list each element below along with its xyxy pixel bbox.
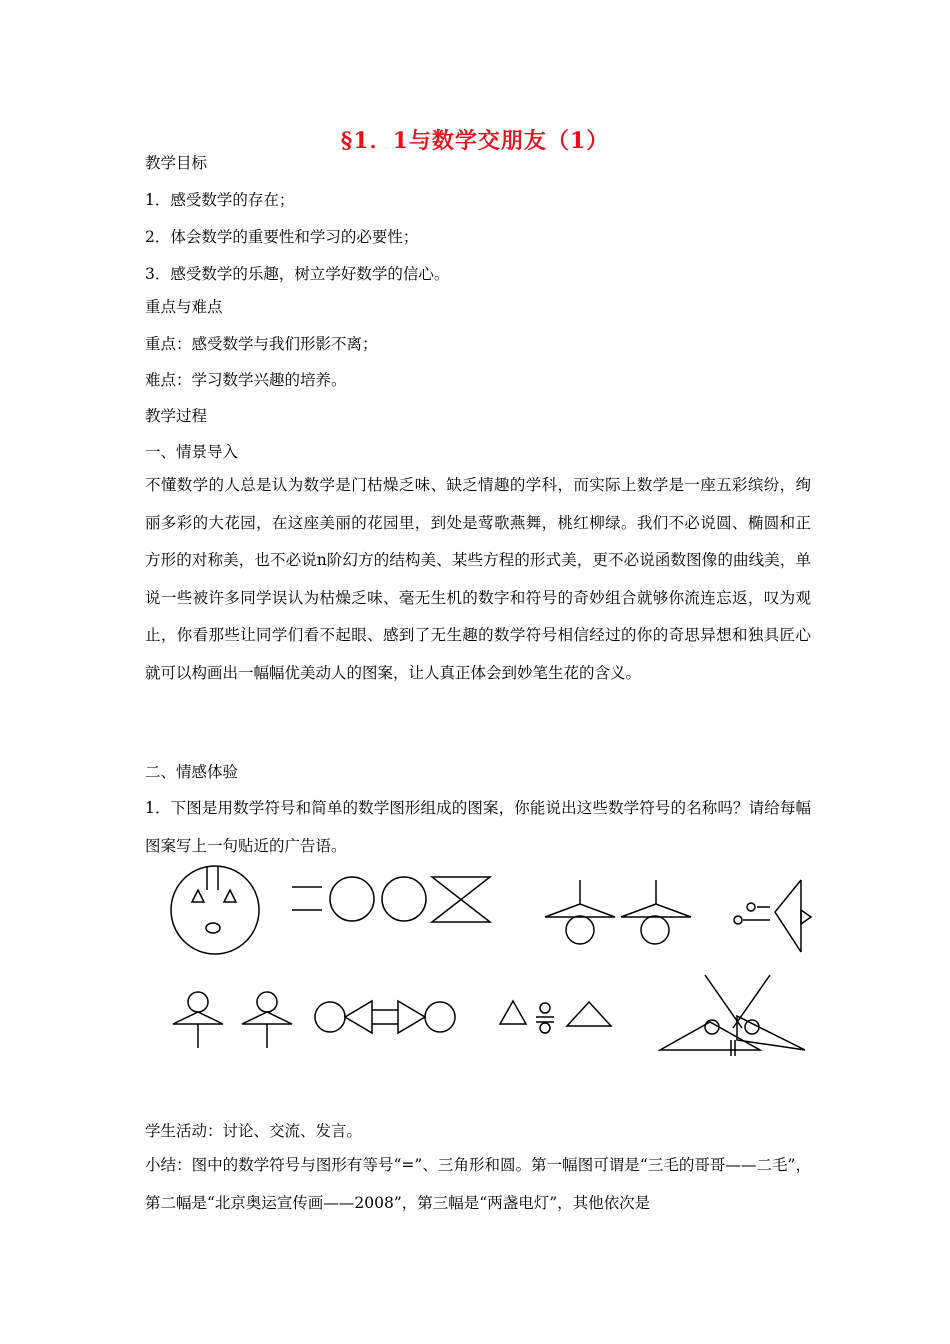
pattern-dumbbell xyxy=(315,1001,455,1033)
pattern-2008 xyxy=(292,877,490,922)
question-1: 1．下图是用数学符号和简单的数学图形组成的图案，你能说出这些数学符号的名称吗？请给每幅图案写上一句贴近的广告语。 xyxy=(145,799,811,855)
goal-item-1: 1．感受数学的存在； xyxy=(145,191,295,209)
pattern-two-lamps xyxy=(545,880,691,944)
pattern-face-two-hairs xyxy=(171,866,259,954)
heading-teaching-process: 教学过程 xyxy=(145,407,208,425)
pattern-two-people xyxy=(173,992,292,1048)
goal-item-3: 3．感受数学的乐趣，树立学好数学的信心。 xyxy=(145,265,450,283)
summary-paragraph: 小结：图中的数学符号与图形有等号“=”、三角形和圆。第一幅图可谓是“三毛的哥哥——二毛”，第二幅是“北京奥运宣传画——2008”，第三幅是“两盏电灯”，其他依次是 xyxy=(145,1156,811,1212)
section-heading-2: 二、情感体验 xyxy=(145,763,239,781)
page-title: §1．1与数学交朋友（1） xyxy=(340,128,610,154)
pattern-triangles-equals xyxy=(500,1001,611,1033)
heading-key-points: 重点与难点 xyxy=(145,298,223,316)
intro-paragraph: 不懂数学的人总是认为数学是门枯燥乏味、缺乏情趣的学科，而实际上数学是一座五彩缤纷，绚丽多彩的大花园，在这座美丽的花园里，到处是莺歌燕舞，桃红柳绿。我们不必说圆、椭圆和正方形的对称美，也不必说n阶幻方的结构美、某些方程的形式美，更不必说函数图像的曲线美，单说一些被许多同学误认为枯燥乏味、毫无生机的数字和符号的奇妙组合就够你流连忘返，叹为观止，你看那些让同学们看不起眼、感到了无生趣的数学符号相信经过的你的奇思异想和独具匠心就可以构画出一幅幅优美动人的图案，让人真正体会到妙笔生花的含义。 xyxy=(145,476,811,682)
difficult-point: 难点：学习数学兴趣的培养。 xyxy=(145,371,347,389)
section-heading-1: 一、情景导入 xyxy=(145,443,239,461)
pattern-loudspeaker xyxy=(734,880,811,952)
goal-item-2: 2．体会数学的重要性和学习的必要性； xyxy=(145,228,419,246)
pattern-star-figure xyxy=(660,975,805,1056)
key-point: 重点：感受数学与我们形影不离； xyxy=(145,335,378,353)
student-activity: 学生活动：讨论、交流、发言。 xyxy=(145,1122,363,1140)
heading-teaching-goals: 教学目标 xyxy=(145,154,208,172)
